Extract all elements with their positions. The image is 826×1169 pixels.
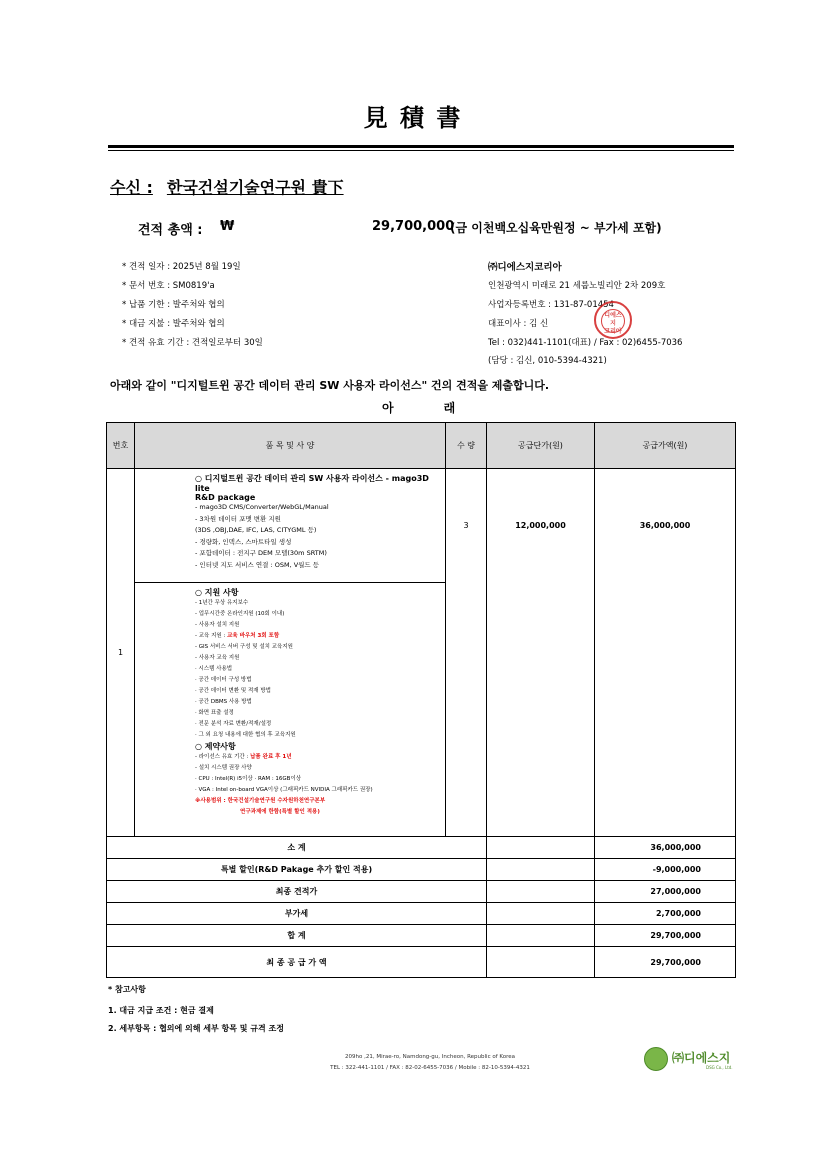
header-item: 품 목 및 사 양 [135, 423, 446, 469]
summary-row: 합 계 29,700,000 [107, 925, 736, 947]
info-doc-no: * 문서 번호 : SM0819'a [122, 281, 215, 291]
summary-row: 소 계 36,000,000 [107, 837, 736, 859]
summary-row: 특별 할인(R&D Pakage 추가 할인 적용) -9,000,000 [107, 859, 736, 881]
total-label: 견적 총액 : [138, 223, 203, 238]
company-ceo: 대표이사 : 김 신 [488, 319, 549, 329]
header-qty: 수 량 [446, 423, 487, 469]
info-payment: * 대금 지불 : 발주처와 협의 [122, 319, 225, 329]
row-supply-price: 36,000,000 [595, 469, 736, 837]
info-delivery: * 납품 기한 : 발주처와 협의 [122, 300, 225, 310]
product-title-line1: ○ 디지털트윈 공간 데이터 관리 SW 사용자 라이선스 - mago3D lite [195, 474, 429, 493]
company-contact: (담당 : 김신, 010-5394-4321) [488, 356, 607, 366]
recipient-prefix: 수신 : [110, 178, 153, 197]
table-header-row [107, 423, 736, 469]
title-rule-thin [108, 150, 734, 151]
recipient-line [110, 175, 344, 198]
header-no: 번호 [107, 423, 135, 469]
intro-text: 아래와 같이 "디지털트윈 공간 데이터 관리 SW 사용자 라이선스" 건의 견적을 제출합니다. [110, 379, 550, 392]
row-support-spec: ○ 지원 사항 - 1년간 무상 유지보수 - 업무시간중 온라인지원 (10회 이내) - 사용자 설치 지원 - 교육 지원 : 교육 바우처 3회 포함 - GIS 서비스 서버 구성 및 설치 교육지원 - 사용자 교육 지원 · 시스템 사용법 · 공간 데이터 구성 방법 · 공간 데이터 변환 및 적재 방법 · 공간 DBMS 사용 방법 · 화면 표출 설정 · 전문 분석 자료 변환/적재/설정 · 그 외 요청 내용에 대한 협의 후 교육지원 ○ 제약사항 - 라이선스 유효 기간 : 납품 완료 후 1년 - 설치 시스템 권장 사양 · CPU : Intel(R) i5이상 · RAM : 16GB이상 · VGA : Intel on-board VGA이상 (그래픽카드 NVIDIA 그래픽카드 권장) ※사용범위 : 한국건설기술연구원 수자원하천연구본부 연구과제에 한함(특별 할인 적용) [135, 583, 446, 837]
total-in-words: (금 이천백오십육만원정 ~ 부가세 포함) [450, 221, 662, 235]
info-validity: * 견적 유효 기간 : 견적일로부터 30일 [122, 338, 263, 348]
row-qty: 3 [446, 469, 487, 837]
scope-line2: 연구과제에 한함(특별 할인 적용) [240, 809, 320, 815]
company-reg-no: 사업자등록번호 : 131-87-01454 [488, 300, 614, 310]
summary-row-final: 최 종 공 급 가 액 29,700,000 [107, 947, 736, 978]
total-currency: ₩ [220, 219, 235, 234]
document-title: 見 積 書 [363, 104, 463, 132]
row-unit-price: 12,000,000 [487, 469, 595, 837]
company-address: 인천광역시 미래로 21 세룹노빌리안 2차 209호 [488, 281, 666, 291]
title-rule-thick [108, 145, 734, 148]
recipient-name: 한국건설기술연구원 貴下 [166, 178, 344, 197]
summary-row: 최종 견적가 27,000,000 [107, 881, 736, 903]
logo-circle-icon [644, 1047, 668, 1071]
note-item: 2. 세부항목 : 협의에 의해 세부 항목 및 규격 조정 [108, 1024, 284, 1033]
footer-address: 209ho ,21, Mirae-ro, Namdong-gu, Incheon, Republic of Korea [345, 1054, 515, 1060]
scope-line1: ※사용범위 : 한국건설기술연구원 수자원하천연구본부 [195, 798, 326, 804]
company-tel: Tel : 032)441-1101(대표) / Fax : 02)6455-7036 [488, 338, 683, 348]
company-seal-stamp: 디에스지 코리아 [594, 301, 632, 339]
quote-table [106, 422, 736, 978]
table-row [107, 469, 736, 583]
total-amount: 29,700,000 [372, 219, 455, 234]
header-unit-price: 공급단가(원) [487, 423, 595, 469]
company-name: ㈜디에스지코리아 [488, 262, 562, 273]
row-spec: ○ 디지털트윈 공간 데이터 관리 SW 사용자 라이선스 - mago3D lite R&D package - mago3D CMS/Converter/WebGL/Manual - 3차원 데이터 포맷 변환 지원 (3DS ,OBJ,DAE, IFC, LAS, CITYGML 등) - 경량화, 인덱스, 스마트타일 생성 - 포함데이터 : 전지구 DEM 모델(30m SRTM) - 인터넷 지도 서비스 연결 : OSM, V월드 등 [135, 469, 446, 583]
below-heading: 아 래 [382, 401, 456, 415]
footer-contact: TEL : 322-441-1101 / FAX : 82-02-6455-7036 / Mobile : 82-10-5394-4321 [330, 1065, 530, 1071]
summary-row: 부가세 2,700,000 [107, 903, 736, 925]
header-supply-price: 공급가액(원) [595, 423, 736, 469]
row-no: 1 [107, 469, 135, 837]
notes-header: * 참고사항 [108, 985, 146, 994]
info-date: * 견적 일자 : 2025년 8월 19일 [122, 262, 241, 272]
company-logo: ㈜디에스지 DSG Co., Ltd. [644, 1047, 734, 1075]
note-item: 1. 대금 지급 조건 : 현금 결제 [108, 1006, 214, 1015]
product-title-line2: R&D package [195, 493, 256, 502]
